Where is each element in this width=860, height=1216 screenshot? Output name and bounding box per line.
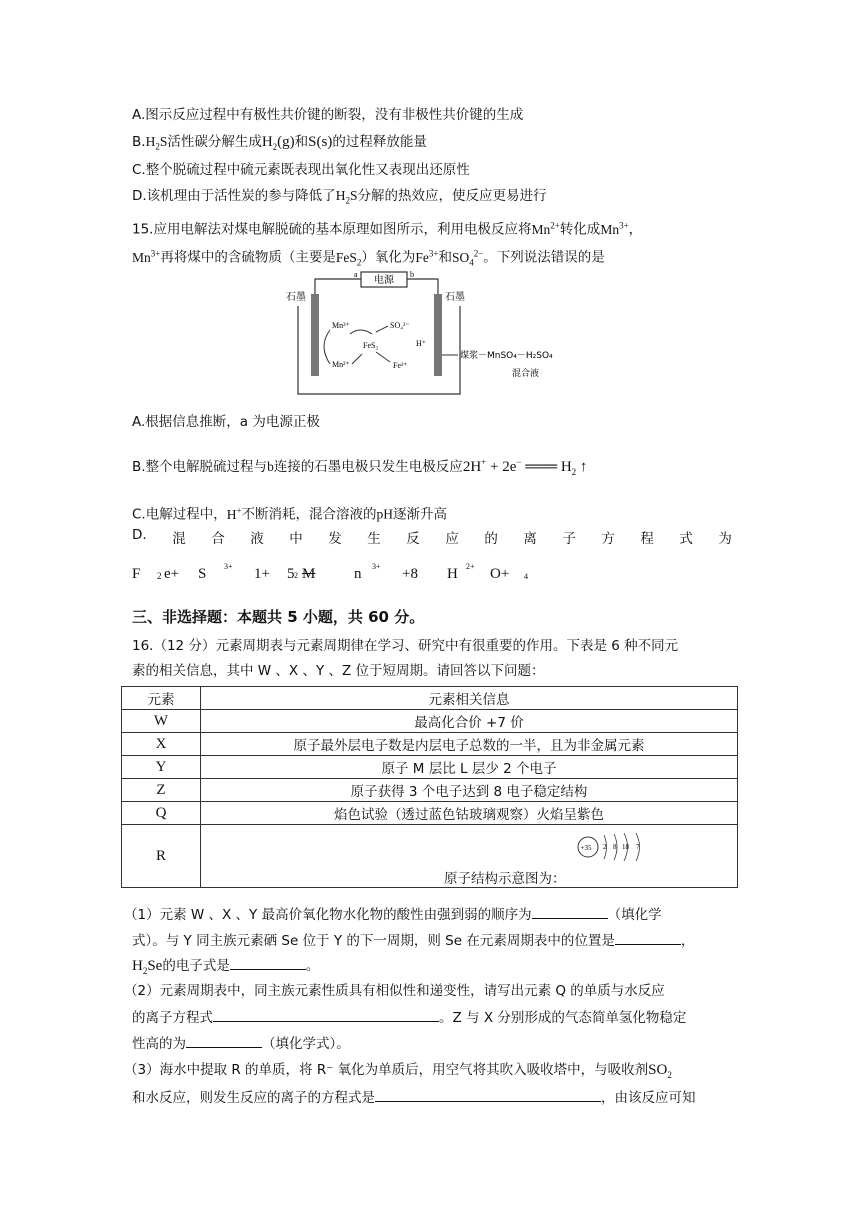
q16-part1-line1: （1）元素 W 、X 、Y 最高价氧化物水化物的酸性由强到弱的顺序为 （填化学 — [124, 904, 662, 925]
section-3-heading: 三、非选择题：本题共 5 小题，共 60 分。 — [132, 608, 425, 626]
q14-option-a: A.图示反应过程中有极性共价键的断裂，没有非极性共价键的生成 — [132, 107, 524, 123]
mixed-label: 混合液 — [512, 369, 540, 379]
q14-option-b: $B.H_2S$活性碳分解生成$H_2(g)$和S(s)的过程释放能量 — [132, 134, 427, 152]
table-row: W 最高化合价 +7 价 — [122, 710, 738, 733]
q16-part2-line1: （2）元素周期表中，同主族元素性质具有相似性和递变性，请写出元素 Q 的单质与水反应 — [124, 983, 665, 999]
terminal-b-label: b — [410, 270, 414, 279]
table-header: 元素相关信息 — [201, 687, 738, 710]
q15-option-d: D. 混 合 液 中 发 生 反 应 的 离 子 方 程 式 为 — [132, 527, 732, 547]
electrolysis-diagram — [280, 268, 620, 403]
svg-text:Mn³⁺: Mn³⁺ — [332, 321, 350, 330]
terminal-a-label: a — [354, 270, 358, 279]
table-header-row — [122, 687, 738, 710]
q14-option-d: D.该机理由于活性炭的参与降低了$H_2S$分解的热效应，使反应更易进行 — [132, 188, 547, 206]
answer-blank[interactable] — [230, 955, 306, 970]
q15-option-b: B.整个电解脱硫过程与b连接的石墨电极只发生电极反应2H+ + 2e− ═══ $H_2$ ↑ — [132, 457, 588, 477]
q16-part1-line2: 式）。与 Y 同主族元素硒 Se 位于 Y 的下一周期，则 Se 在元素周期表中的位置是 ， — [132, 930, 694, 951]
svg-text:SO₄²⁻: SO₄²⁻ — [390, 321, 410, 330]
atom-structure-diagram — [574, 831, 654, 863]
svg-text:+35: +35 — [580, 844, 592, 852]
svg-text:7: 7 — [636, 843, 640, 851]
right-electrode-label: 石墨 — [445, 292, 465, 303]
q15-stem-line2: $Mn^{3+}$再将煤中的含硫物质（主要是FeS$_2$）氧化为$Fe^{3+}$和$SO_4^{2-}$。下列说法错误的是 — [132, 248, 605, 268]
table-row: R +35 2 8 18 7 原子结构示意图为： — [122, 825, 738, 888]
table-row: Q 焰色试验（透过蓝色钴玻璃观察）火焰呈紫色 — [122, 802, 738, 825]
svg-text:Fe³⁺: Fe³⁺ — [393, 361, 408, 370]
q15-option-a: A.根据信息推断，a 为电源正极 — [132, 414, 320, 430]
q16-intro-line2: 素的相关信息，其中 W 、X 、Y 、Z 位于短周期。请回答以下问题： — [132, 663, 545, 679]
q16-part1-line3: $H_2Se$的电子式是 。 — [132, 955, 319, 981]
svg-text:Mn²⁺: Mn²⁺ — [332, 360, 350, 369]
q15-option-c: C.电解过程中，H+不断消耗，混合溶液的pH逐渐升高 — [132, 505, 448, 523]
left-electrode-label: 石墨 — [286, 292, 306, 303]
q16-part3-line1: （3）海水中提取 R 的单质，将 R⁻ 氧化为单质后，用空气将其吹入吸收塔中，与吸收剂$SO_2$ — [124, 1062, 672, 1080]
slurry-label: 煤浆－MnSO₄－H₂SO₄ — [460, 351, 553, 361]
table-row: Z 原子获得 3 个电子达到 8 电子稳定结构 — [122, 779, 738, 802]
answer-blank[interactable] — [375, 1087, 601, 1102]
table-header: 元素 — [122, 687, 201, 710]
q14-option-c: C.整个脱硫过程中硫元素既表现出氧化性又表现出还原性 — [132, 162, 470, 178]
svg-text:H⁺: H⁺ — [416, 339, 426, 348]
q16-part3-line2: 和水反应，则发生反应的离子的方程式是 ，由该反应可知 — [132, 1087, 696, 1108]
answer-blank[interactable] — [186, 1033, 262, 1048]
table-row: Y 原子 M 层比 L 层少 2 个电子 — [122, 756, 738, 779]
left-electrode — [311, 294, 319, 376]
q16-part2-line2: 的离子方程式 。Z 与 X 分别形成的气态简单氢化物稳定 — [132, 1007, 686, 1028]
q16-part2-line3: 性高的为 （填化学式）。 — [132, 1033, 350, 1054]
answer-blank[interactable] — [213, 1007, 439, 1022]
right-electrode — [434, 294, 442, 376]
answer-blank[interactable] — [532, 904, 608, 919]
q15-option-d-equation: F 2 e+ S 3+ 1+ 5 2 M n 3+ +8 H 2+ O+ 4 — [132, 562, 528, 582]
answer-blank[interactable] — [615, 930, 681, 945]
element-info-table — [121, 686, 738, 888]
svg-text:18: 18 — [622, 843, 629, 851]
q16-intro-line1: 16.（12 分）元素周期表与元素周期律在学习、研究中有很重要的作用。下表是 6 种不同元 — [132, 638, 679, 654]
power-label: 电源 — [374, 275, 394, 286]
svg-text:2: 2 — [603, 843, 607, 851]
svg-text:8: 8 — [613, 843, 617, 851]
q15-stem-line1: 15.应用电解法对煤电解脱硫的基本原理如图所示，利用电极反应将$Mn^{2+}$转化成$Mn^{3+}$， — [132, 220, 643, 238]
svg-text:FeS₂: FeS₂ — [363, 341, 379, 350]
table-row: X 原子最外层电子数是内层电子总数的一半，且为非金属元素 — [122, 733, 738, 756]
